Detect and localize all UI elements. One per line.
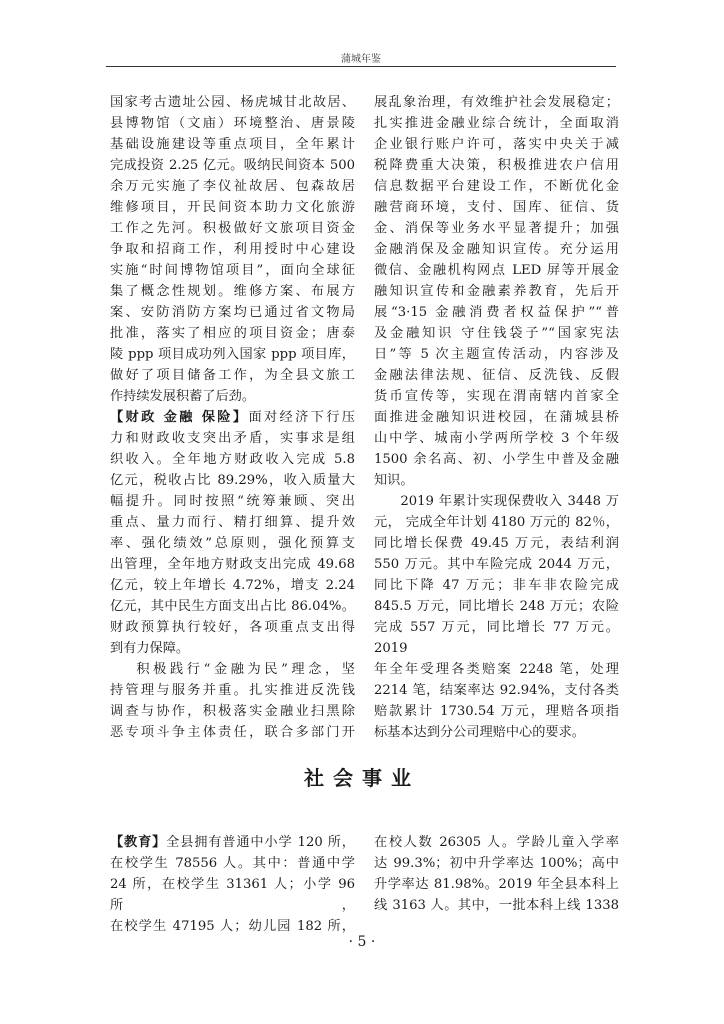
line-text: 面推进金融知识进校园，在蒲城县桥 bbox=[374, 410, 619, 425]
line-text: 融知识宣传和金融素养教育，先后开 bbox=[374, 284, 619, 299]
section-tag: 【教育】 bbox=[110, 835, 167, 850]
text-line bbox=[110, 302, 355, 323]
upper-right-column bbox=[374, 92, 619, 743]
text-line bbox=[110, 113, 355, 134]
line-text: 及金融知识 守住钱袋子”“国家宪法 bbox=[374, 326, 619, 341]
text-line bbox=[374, 113, 619, 134]
line-text: 争取和招商工作，利用授时中心建设 bbox=[110, 242, 355, 257]
text-line bbox=[110, 176, 355, 197]
text-line bbox=[110, 575, 355, 596]
text-line bbox=[374, 302, 619, 323]
text-line bbox=[374, 260, 619, 281]
text-line bbox=[110, 832, 355, 853]
text-line bbox=[110, 554, 355, 575]
text-line bbox=[110, 260, 355, 281]
text-line bbox=[110, 638, 355, 659]
text-line bbox=[110, 344, 355, 365]
text-line bbox=[374, 386, 619, 407]
section-title: 社会事业 bbox=[304, 766, 420, 790]
text-line bbox=[374, 449, 619, 470]
line-text: 国家考古遗址公园、杨虎城甘北故居、 bbox=[110, 95, 355, 110]
page-number: · 5 · bbox=[348, 934, 376, 950]
line-text: 工作之先河。积极做好文旅项目资金 bbox=[110, 221, 355, 236]
header-rule bbox=[106, 66, 616, 67]
line-text: 余万元实施了李仪祉故居、包森故居 bbox=[110, 179, 355, 194]
line-text: 亿元，其中民生方面支出占比 86.04%。 bbox=[110, 599, 355, 614]
text-line bbox=[374, 617, 619, 659]
line-text: 同比增长保费 49.45 万元，表结利润 bbox=[374, 536, 619, 551]
line-text: 在校学生 78556 人。其中：普通中学 bbox=[110, 856, 355, 871]
text-line bbox=[110, 407, 355, 428]
upper-left-column bbox=[110, 92, 355, 743]
line-text: 展“3·15 金融消费者权益保护”“普 bbox=[374, 305, 619, 320]
line-text: 元， 完成全年计划 4180 万元的 82％， bbox=[374, 515, 619, 530]
text-line bbox=[110, 239, 355, 260]
line-text: 赔款累计 1730.54 万元，理赔各项指 bbox=[374, 704, 619, 719]
line-text: 扎实推进金融业综合统计，全面取消 bbox=[374, 116, 619, 131]
text-line bbox=[374, 134, 619, 155]
line-text: 财政预算执行较好，各项重点支出得 bbox=[110, 620, 355, 635]
line-text: 完成 557 万元，同比增长 77 万元。2019 bbox=[374, 620, 619, 656]
text-line bbox=[110, 512, 355, 533]
text-line bbox=[374, 853, 619, 874]
text-line bbox=[374, 344, 619, 365]
line-text: 企业银行账户许可，落实中央关于减 bbox=[374, 137, 619, 152]
text-line bbox=[110, 853, 355, 874]
text-line bbox=[110, 659, 355, 680]
line-text: 2214 笔，结案率达 92.94%，支付各类 bbox=[374, 683, 619, 698]
text-line bbox=[374, 895, 619, 916]
line-text: 到有力保障。 bbox=[110, 641, 190, 656]
text-line bbox=[374, 407, 619, 428]
text-line bbox=[110, 428, 355, 449]
line-text: 幅提升。同时按照“统筹兼顾、突出 bbox=[110, 494, 355, 509]
line-text: 货币宣传等，实现在渭南辖内首家全 bbox=[374, 389, 619, 404]
text-line bbox=[110, 596, 355, 617]
line-text: 持管理与服务并重。扎实推进反洗钱 bbox=[110, 683, 355, 698]
text-line bbox=[110, 197, 355, 218]
line-text: 做好了项目储备工作，为全县文旅工 bbox=[110, 368, 355, 383]
text-line bbox=[110, 470, 355, 491]
line-text: 税降费重大决策，积极推进农户信用 bbox=[374, 158, 619, 173]
text-line bbox=[374, 365, 619, 386]
line-text: 金、消保等业务水平显著提升；加强 bbox=[374, 221, 619, 236]
text-line bbox=[110, 92, 355, 113]
text-line bbox=[110, 617, 355, 638]
line-text: 实施“时间博物馆项目”，面向全球征 bbox=[110, 263, 355, 278]
text-line bbox=[374, 701, 619, 722]
line-text: 维修项目，开民间资本助力文化旅游 bbox=[110, 200, 355, 215]
line-text: 在校人数 26305 人。学龄儿童入学率 bbox=[374, 835, 619, 850]
line-text: 完成投资 2.25 亿元。吸纳民间资本 500 bbox=[110, 158, 355, 173]
line-text: 基础设施建设等重点项目，全年累计 bbox=[110, 137, 355, 152]
text-line bbox=[374, 239, 619, 260]
text-line bbox=[374, 596, 619, 617]
text-line bbox=[374, 155, 619, 176]
text-line bbox=[374, 680, 619, 701]
line-text: 亿元，较上年增长 4.72%，增支 2.24 bbox=[110, 578, 355, 593]
lower-left-column bbox=[110, 832, 355, 937]
text-line bbox=[374, 218, 619, 239]
text-line bbox=[110, 386, 355, 407]
line-text: 力和财政收支突出矛盾，实事求是组 bbox=[110, 431, 355, 446]
line-text: 标基本达到分公司理赔中心的要求。 bbox=[374, 725, 585, 740]
section-tag: 【财政 金融 保险】 bbox=[110, 410, 249, 425]
line-text: 金融消保及金融知识宣传。充分运用 bbox=[374, 242, 619, 257]
line-text: 面对经济下行压 bbox=[248, 410, 355, 425]
line-text: 山中学、城南小学两所学校 3 个年级 bbox=[374, 431, 619, 446]
line-text: 积极践行“金融为民”理念，坚 bbox=[136, 662, 355, 677]
line-text: 县博物馆（文庙）环境整治、唐景陵 bbox=[110, 116, 355, 131]
line-text: 升学率达 81.98%。2019 年全县本科上 bbox=[374, 877, 619, 892]
line-text: 线 3163 人。其中，一批本科上线 1338 bbox=[374, 898, 619, 913]
line-text: 调查与协作，积极落实金融业扫黑除 bbox=[110, 704, 355, 719]
line-text: 在校学生 47195 人；幼儿园 182 所， bbox=[110, 919, 355, 934]
line-text: 出管理，全年地方财政支出完成 49.68 bbox=[110, 557, 355, 572]
text-line bbox=[374, 722, 619, 743]
text-line bbox=[374, 92, 619, 113]
line-text: 同比下降 47 万元；非车非农险完成 bbox=[374, 578, 619, 593]
text-line bbox=[374, 491, 619, 512]
text-line bbox=[110, 491, 355, 512]
line-text: 24 所，在校学生 31361 人；小学 96 所， bbox=[110, 877, 355, 913]
text-line bbox=[374, 533, 619, 554]
text-line bbox=[374, 323, 619, 344]
text-line bbox=[374, 176, 619, 197]
line-text: 达 99.3%；初中升学率达 100%；高中 bbox=[374, 856, 619, 871]
line-text: 织收入。全年地方财政收入完成 5.8 bbox=[110, 452, 355, 467]
line-text: 年全年受理各类赔案 2248 笔，处理 bbox=[374, 662, 619, 677]
line-text: 重点、量力而行、精打细算、提升效 bbox=[110, 515, 355, 530]
text-line bbox=[374, 575, 619, 596]
text-line bbox=[110, 874, 355, 916]
line-text: 信息数据平台建设工作，不断优化金 bbox=[374, 179, 619, 194]
text-line bbox=[110, 281, 355, 302]
line-text: 微信、金融机构网点 LED 屏等开展金 bbox=[374, 263, 619, 278]
line-text: 融营商环境，支付、国库、征信、货 bbox=[374, 200, 619, 215]
text-line bbox=[110, 323, 355, 344]
line-text: 1500 余名高、初、小学生中普及金融 bbox=[374, 452, 619, 467]
header-title: 蒲城年鉴 bbox=[341, 54, 381, 65]
text-line bbox=[110, 155, 355, 176]
line-text: 知识。 bbox=[374, 473, 414, 488]
text-line bbox=[374, 832, 619, 853]
line-text: 展乱象治理，有效维护社会发展稳定； bbox=[374, 95, 619, 110]
line-text: 2019 年累计实现保费收入 3448 万 bbox=[400, 494, 619, 509]
line-text: 率、强化绩效”总原则，强化预算支 bbox=[110, 536, 355, 551]
line-text: 作持续发展积蓄了后劲。 bbox=[110, 389, 256, 404]
text-line bbox=[110, 134, 355, 155]
text-line bbox=[374, 512, 619, 533]
text-line bbox=[110, 722, 355, 743]
text-line bbox=[110, 680, 355, 701]
line-text: 恶专项斗争主体责任，联合多部门开 bbox=[110, 725, 355, 740]
text-line bbox=[110, 218, 355, 239]
line-text: 日”等 5 次主题宣传活动，内容涉及 bbox=[374, 347, 619, 362]
text-line bbox=[374, 281, 619, 302]
text-line bbox=[110, 533, 355, 554]
text-line bbox=[110, 365, 355, 386]
line-text: 金融法律法规、征信、反洗钱、反假 bbox=[374, 368, 619, 383]
text-line bbox=[110, 701, 355, 722]
text-line bbox=[374, 659, 619, 680]
line-text: 陵 ppp 项目成功列入国家 ppp 项目库， bbox=[110, 347, 355, 362]
running-header bbox=[106, 37, 616, 67]
lower-right-column bbox=[374, 832, 619, 916]
text-line bbox=[110, 449, 355, 470]
line-text: 集了概念性规划。维修方案、布展方 bbox=[110, 284, 355, 299]
text-line bbox=[374, 197, 619, 218]
line-text: 亿元，税收占比 89.29%，收入质量大 bbox=[110, 473, 355, 488]
line-text: 550 万元。其中车险完成 2044 万元， bbox=[374, 557, 619, 572]
line-text: 案、安防消防方案均已通过省文物局 bbox=[110, 305, 355, 320]
text-line bbox=[374, 554, 619, 575]
line-text: 845.5 万元，同比增长 248 万元；农险 bbox=[374, 599, 619, 614]
text-line bbox=[374, 428, 619, 449]
text-line bbox=[374, 470, 619, 491]
text-line bbox=[374, 874, 619, 895]
line-text: 全县拥有普通中小学 120 所， bbox=[166, 835, 355, 850]
line-text: 批准，落实了相应的项目资金；唐泰 bbox=[110, 326, 355, 341]
